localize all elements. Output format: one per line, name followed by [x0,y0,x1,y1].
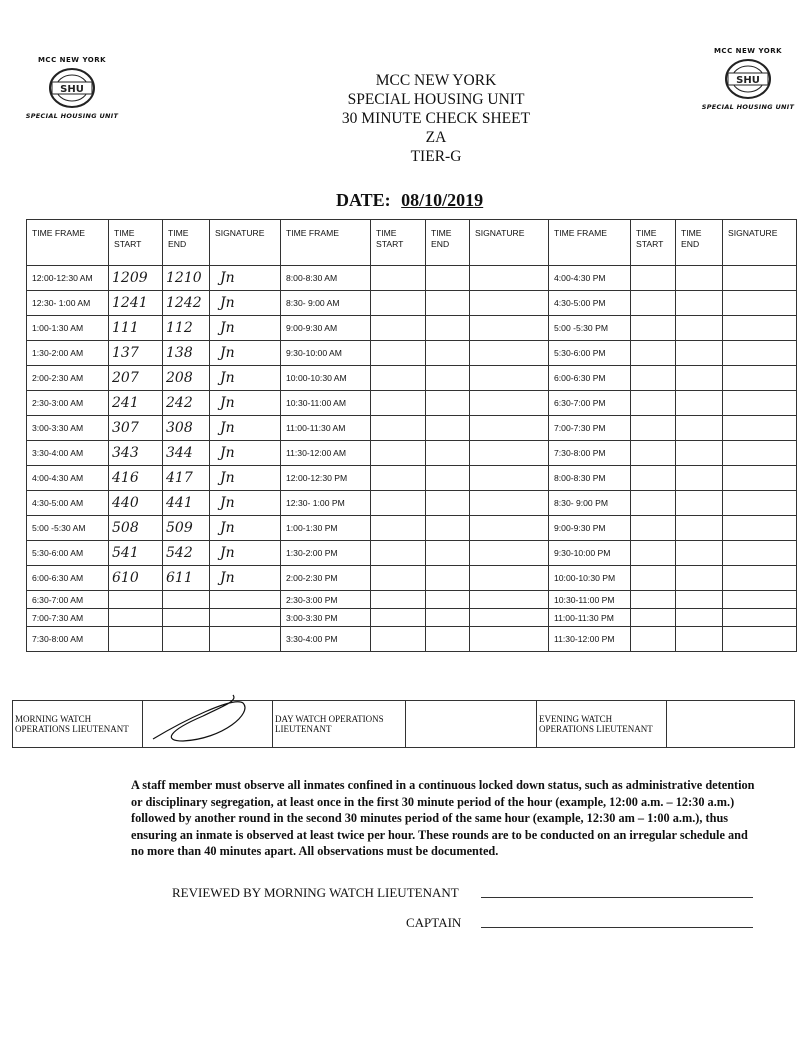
cell-time-end[interactable] [676,391,723,416]
cell-time-start[interactable]: 508 [109,516,163,541]
table-row [27,441,797,466]
cell-signature[interactable] [723,266,797,291]
morning-watch-label: MORNING WATCH OPERATIONS LIEUTENANT [13,701,143,748]
cell-time-frame: 12:30- 1:00 PM [281,491,371,516]
cell-signature[interactable]: Jn [210,566,281,591]
cell-time-end[interactable]: 242 [163,391,210,416]
cell-signature[interactable] [210,609,281,627]
cell-signature[interactable] [723,627,797,652]
cell-time-frame: 5:30-6:00 PM [549,341,631,366]
table-row [27,366,797,391]
cell-time-end[interactable] [426,591,470,609]
table-row [27,341,797,366]
seal-letters: SHU [736,75,760,86]
header-line-3: 30 MINUTE CHECK SHEET [341,110,531,127]
cell-time-frame: 5:00 -5:30 PM [549,316,631,341]
cell-time-frame: 2:30-3:00 PM [281,591,371,609]
cell-time-end[interactable] [426,391,470,416]
captain-label: CAPTAIN [406,915,462,930]
cell-time-start[interactable]: 541 [109,541,163,566]
cell-time-start[interactable] [631,627,676,652]
cell-time-end[interactable] [426,266,470,291]
cell-time-start[interactable] [631,266,676,291]
cell-time-start[interactable] [371,491,426,516]
cell-time-frame: 9:30-10:00 AM [281,341,371,366]
column-header-time-start: TIME START [371,220,426,266]
cell-time-frame: 3:00-3:30 AM [27,416,109,441]
cell-signature[interactable] [723,416,797,441]
cell-time-end[interactable] [426,366,470,391]
logo-left [22,56,122,120]
table-row [27,627,797,652]
cell-time-frame: 4:00-4:30 AM [27,466,109,491]
cell-time-end[interactable]: 112 [163,316,210,341]
cell-time-frame: 8:30- 9:00 PM [549,491,631,516]
cell-time-start[interactable] [371,466,426,491]
cell-time-end[interactable] [676,466,723,491]
cell-time-end[interactable] [676,566,723,591]
table-row [27,391,797,416]
cell-time-end[interactable] [676,441,723,466]
column-header-signature: SIGNATURE [723,220,797,266]
cell-time-start[interactable]: 610 [109,566,163,591]
cell-time-start[interactable] [371,341,426,366]
cell-time-end[interactable] [676,266,723,291]
cell-time-start[interactable]: 111 [109,316,163,341]
document-header [286,71,586,166]
cell-signature[interactable] [723,291,797,316]
cell-time-end[interactable]: 344 [163,441,210,466]
cell-time-end[interactable] [426,291,470,316]
table-row [27,316,797,341]
cell-time-frame: 7:00-7:30 AM [27,609,109,627]
cell-time-start[interactable] [371,516,426,541]
cell-time-end[interactable] [163,591,210,609]
cell-time-start[interactable] [631,341,676,366]
cell-time-end[interactable] [426,316,470,341]
check-table [26,219,797,652]
table-row [27,266,797,291]
cell-time-end[interactable] [676,291,723,316]
cell-signature[interactable] [723,441,797,466]
cell-time-frame: 8:00-8:30 PM [549,466,631,491]
cell-signature[interactable]: Jn [210,341,281,366]
cell-time-end[interactable] [676,416,723,441]
cell-time-start[interactable] [631,541,676,566]
cell-time-end[interactable] [426,627,470,652]
cell-time-frame: 11:00-11:30 AM [281,416,371,441]
cell-signature[interactable] [470,391,549,416]
cell-time-frame: 10:00-10:30 AM [281,366,371,391]
cell-time-start[interactable] [371,316,426,341]
logo-left-bottom-text: SPECIAL HOUSING UNIT [25,112,119,120]
cell-time-frame: 3:00-3:30 PM [281,609,371,627]
cell-time-end[interactable] [426,566,470,591]
watch-table [12,700,795,748]
column-header-time-start: TIME START [109,220,163,266]
cell-time-frame: 3:30-4:00 AM [27,441,109,466]
cell-time-start[interactable]: 1241 [109,291,163,316]
day-watch-signature[interactable] [406,701,537,748]
cell-time-start[interactable]: 307 [109,416,163,441]
cell-time-end[interactable] [676,316,723,341]
cell-signature[interactable] [470,416,549,441]
cell-signature[interactable] [470,627,549,652]
cell-signature[interactable]: Jn [210,416,281,441]
evening-watch-label: EVENING WATCH OPERATIONS LIEUTENANT [537,701,667,748]
date-label: DATE: [336,190,391,210]
cell-time-frame: 1:00-1:30 PM [281,516,371,541]
table-row [27,609,797,627]
cell-signature[interactable] [210,591,281,609]
column-header-time-frame: TIME FRAME [281,220,371,266]
cell-time-start[interactable] [371,366,426,391]
evening-watch-signature[interactable] [667,701,795,748]
cell-time-start[interactable] [371,416,426,441]
reviewed-by-signature-line[interactable] [481,896,753,898]
header-line-4: ZA [425,129,447,146]
cell-time-frame: 4:00-4:30 PM [549,266,631,291]
cell-time-frame: 5:30-6:00 AM [27,541,109,566]
cell-time-start[interactable]: 207 [109,366,163,391]
cell-time-start[interactable] [371,591,426,609]
cell-time-frame: 12:00-12:30 AM [27,266,109,291]
cell-time-frame: 9:00-9:30 PM [549,516,631,541]
cell-time-frame: 11:30-12:00 AM [281,441,371,466]
cell-time-frame: 12:00-12:30 PM [281,466,371,491]
logo-right-bottom-text: SPECIAL HOUSING UNIT [701,103,795,111]
header-line-2: SPECIAL HOUSING UNIT [347,91,525,108]
cell-signature[interactable] [470,316,549,341]
cell-signature[interactable]: Jn [210,391,281,416]
cell-time-end[interactable]: 1210 [163,266,210,291]
logo-right-top-text: MCC NEW YORK [713,47,783,55]
cell-time-start[interactable]: 343 [109,441,163,466]
table-header-row [27,220,797,266]
cell-time-frame: 11:30-12:00 PM [549,627,631,652]
cell-time-start[interactable] [631,609,676,627]
cell-signature[interactable]: Jn [210,516,281,541]
cell-time-end[interactable] [426,516,470,541]
cell-time-end[interactable] [676,366,723,391]
cell-time-frame: 4:30-5:00 PM [549,291,631,316]
cell-time-start[interactable] [631,591,676,609]
cell-time-end[interactable] [676,591,723,609]
logo-left-top-text: MCC NEW YORK [37,56,107,64]
cell-time-end[interactable] [676,627,723,652]
cell-time-frame: 5:00 -5:30 AM [27,516,109,541]
cell-time-end[interactable]: 1242 [163,291,210,316]
cell-signature[interactable] [470,441,549,466]
cell-signature[interactable]: Jn [210,366,281,391]
cell-time-start[interactable] [631,466,676,491]
cell-signature[interactable] [470,266,549,291]
cell-time-frame: 9:30-10:00 PM [549,541,631,566]
cell-time-end[interactable] [426,416,470,441]
cell-time-start[interactable] [109,609,163,627]
morning-watch-signature[interactable] [143,701,273,748]
seal-letters: SHU [60,84,84,95]
cell-signature[interactable] [723,609,797,627]
column-header-signature: SIGNATURE [470,220,549,266]
cell-signature[interactable]: Jn [210,266,281,291]
cell-time-frame: 4:30-5:00 AM [27,491,109,516]
logo-right [698,47,798,111]
cell-time-frame: 9:00-9:30 AM [281,316,371,341]
cell-signature[interactable] [470,566,549,591]
cell-time-frame: 7:00-7:30 PM [549,416,631,441]
cell-time-frame: 6:30-7:00 PM [549,391,631,416]
table-row [27,516,797,541]
column-header-signature: SIGNATURE [210,220,281,266]
cell-time-frame: 11:00-11:30 PM [549,609,631,627]
cell-signature[interactable] [723,316,797,341]
cell-time-end[interactable] [426,541,470,566]
cell-time-start[interactable] [631,566,676,591]
cell-time-frame: 1:30-2:00 PM [281,541,371,566]
cell-signature[interactable] [470,541,549,566]
cell-signature[interactable] [470,341,549,366]
day-watch-label: DAY WATCH OPERATIONS LIEUTENANT [273,701,406,748]
policy-paragraph: A staff member must observe all inmates confined in a continuous locked down status, such as administrative detention or disciplinary segregation, at least once in the first 30 minute period of the hour (example, 12:00 a.m. – 12:30 a.m.) followed by another round in the second 30 minutes period of the same hour (example, 12:30 am – 1:00 a.m.), thus ensuring an inmate is observed at least twice per hour. These rounds are to be conducted on an irregular schedule and no more than 40 minutes apart. All observations must be documented. [131,778,755,858]
cell-time-frame: 6:00-6:30 PM [549,366,631,391]
cell-time-start[interactable]: 440 [109,491,163,516]
cell-time-start[interactable] [371,541,426,566]
date-value: 08/10/2019 [401,190,484,210]
cell-signature[interactable] [723,591,797,609]
cell-time-start[interactable] [631,491,676,516]
column-header-time-end: TIME END [676,220,723,266]
cell-time-start[interactable] [631,391,676,416]
cell-time-frame: 7:30-8:00 AM [27,627,109,652]
cell-time-start[interactable] [371,441,426,466]
cell-time-start[interactable] [371,609,426,627]
cell-time-start[interactable]: 241 [109,391,163,416]
table-row [27,566,797,591]
cell-time-end[interactable] [676,341,723,366]
cell-signature[interactable] [723,516,797,541]
cell-time-frame: 6:00-6:30 AM [27,566,109,591]
cell-signature[interactable]: Jn [210,466,281,491]
cell-time-end[interactable]: 208 [163,366,210,391]
cell-signature[interactable] [470,366,549,391]
cell-signature[interactable] [210,627,281,652]
cell-time-frame: 1:30-2:00 AM [27,341,109,366]
cell-time-end[interactable] [426,466,470,491]
cell-signature[interactable] [470,591,549,609]
cell-time-start[interactable] [371,627,426,652]
cell-signature[interactable] [723,541,797,566]
cell-time-start[interactable] [371,291,426,316]
cell-time-end[interactable] [426,491,470,516]
cell-time-start[interactable] [631,316,676,341]
table-row [27,291,797,316]
cell-time-start[interactable] [371,266,426,291]
seal-icon [48,67,96,109]
cell-time-frame: 12:30- 1:00 AM [27,291,109,316]
cell-time-start[interactable] [631,291,676,316]
cell-time-end[interactable] [426,441,470,466]
column-header-time-end: TIME END [163,220,210,266]
cell-time-end[interactable] [163,609,210,627]
column-header-time-start: TIME START [631,220,676,266]
cell-time-end[interactable] [426,609,470,627]
cell-time-frame: 3:30-4:00 PM [281,627,371,652]
cell-time-start[interactable]: 1209 [109,266,163,291]
cell-time-start[interactable]: 416 [109,466,163,491]
reviewed-by-label: REVIEWED BY MORNING WATCH LIEUTENANT [172,885,459,900]
cell-time-end[interactable]: 441 [163,491,210,516]
cell-signature[interactable]: Jn [210,291,281,316]
cell-time-start[interactable] [631,441,676,466]
cell-time-end[interactable] [676,541,723,566]
cell-time-end[interactable] [676,516,723,541]
header-line-1: MCC NEW YORK [375,72,497,89]
cell-signature[interactable] [470,291,549,316]
cell-signature[interactable] [470,516,549,541]
column-header-time-frame: TIME FRAME [27,220,109,266]
cell-time-end[interactable] [676,491,723,516]
cell-signature[interactable]: Jn [210,541,281,566]
cell-time-frame: 6:30-7:00 AM [27,591,109,609]
cell-time-frame: 2:00-2:30 AM [27,366,109,391]
cell-time-end[interactable] [163,627,210,652]
cell-signature[interactable] [723,491,797,516]
cell-signature[interactable] [723,341,797,366]
table-row [27,491,797,516]
cell-signature[interactable] [470,491,549,516]
cell-time-frame: 10:30-11:00 PM [549,591,631,609]
column-header-time-frame: TIME FRAME [549,220,631,266]
cell-time-frame: 2:30-3:00 AM [27,391,109,416]
cell-time-end[interactable]: 509 [163,516,210,541]
cell-signature[interactable] [723,366,797,391]
cell-signature[interactable]: Jn [210,316,281,341]
cell-time-end[interactable]: 417 [163,466,210,491]
cell-time-start[interactable] [109,627,163,652]
cell-time-frame: 2:00-2:30 PM [281,566,371,591]
table-row [27,591,797,609]
cell-time-start[interactable] [631,416,676,441]
cell-signature[interactable] [723,391,797,416]
cell-time-start[interactable] [109,591,163,609]
signature-scribble [143,691,273,749]
cell-time-frame: 10:00-10:30 PM [549,566,631,591]
table-row [27,466,797,491]
cell-time-frame: 8:30- 9:00 AM [281,291,371,316]
cell-time-end[interactable]: 542 [163,541,210,566]
cell-signature[interactable] [470,466,549,491]
cell-time-end[interactable] [426,341,470,366]
cell-time-start[interactable] [371,391,426,416]
cell-time-start[interactable] [631,366,676,391]
cell-signature[interactable]: Jn [210,491,281,516]
cell-signature[interactable] [470,609,549,627]
column-header-time-end: TIME END [426,220,470,266]
cell-time-end[interactable] [676,609,723,627]
date-row [336,190,483,211]
cell-time-start[interactable]: 137 [109,341,163,366]
cell-time-start[interactable] [631,516,676,541]
cell-time-end[interactable]: 611 [163,566,210,591]
cell-time-start[interactable] [371,566,426,591]
header-line-5: TIER-G [410,148,462,165]
cell-time-frame: 1:00-1:30 AM [27,316,109,341]
table-row [27,416,797,441]
cell-signature[interactable]: Jn [210,441,281,466]
table-row [27,541,797,566]
cell-time-frame: 8:00-8:30 AM [281,266,371,291]
cell-time-end[interactable]: 308 [163,416,210,441]
seal-icon [724,58,772,100]
cell-time-frame: 7:30-8:00 PM [549,441,631,466]
cell-signature[interactable] [723,466,797,491]
cell-time-end[interactable]: 138 [163,341,210,366]
captain-signature-line[interactable] [481,926,753,928]
cell-signature[interactable] [723,566,797,591]
cell-time-frame: 10:30-11:00 AM [281,391,371,416]
